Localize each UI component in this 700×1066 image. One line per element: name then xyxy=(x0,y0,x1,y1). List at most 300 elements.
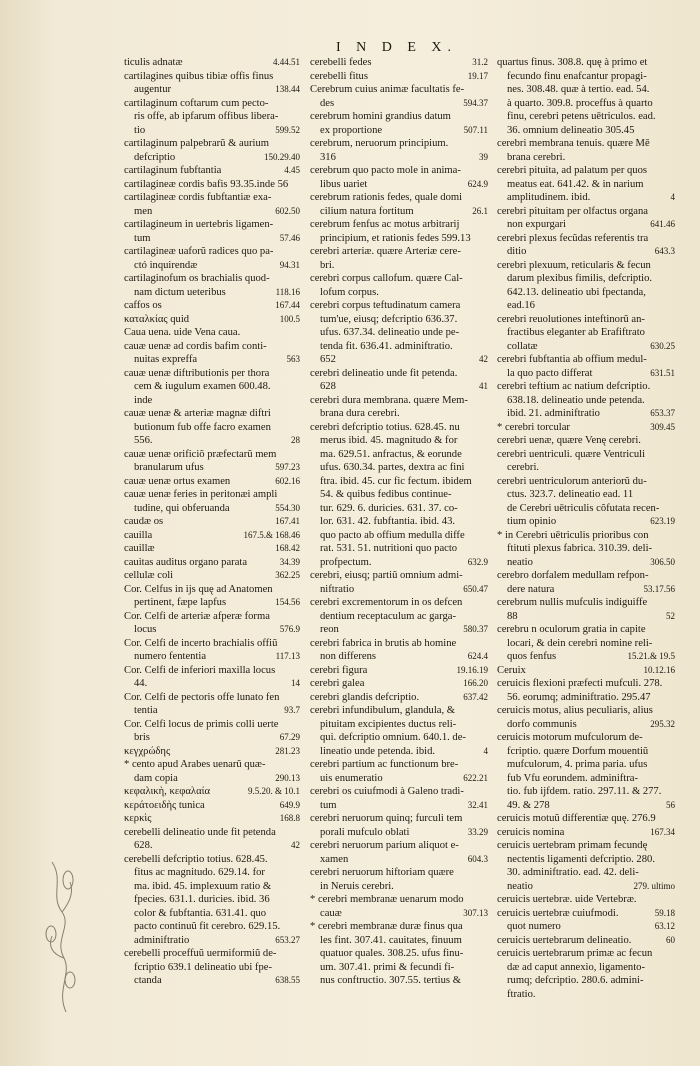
index-entry-line xyxy=(497,691,675,705)
index-entry-line xyxy=(310,934,488,948)
index-entry-line xyxy=(497,610,675,624)
index-entry-reference: 637.42 xyxy=(463,691,488,702)
index-entry-text: ceruicis motuũ differentiæ quę. 276.9 xyxy=(497,813,656,824)
index-entry-text: Cor. Celfi locus de primis colli uerte xyxy=(124,718,279,730)
index-entry-line xyxy=(497,272,675,286)
index-entry-reference: 168.8 xyxy=(279,813,300,823)
index-entry-line xyxy=(497,367,675,381)
index-entry-line xyxy=(497,664,675,678)
index-entry-line xyxy=(497,920,675,934)
index-entry-text: cerebri neruorum hiftoriam quære xyxy=(310,867,454,878)
index-entry-text: fitus ac magnitudo. 629.14. for xyxy=(134,867,265,878)
index-entry-text: cerebri excrementorum in os defcen xyxy=(310,597,463,608)
index-entry-text: ctó inquirendæ xyxy=(134,259,198,271)
index-entry-line xyxy=(497,502,675,516)
index-entry-reference: 507.11 xyxy=(463,124,488,135)
index-entry-text: tum xyxy=(320,799,337,811)
index-entry-reference: 57.46 xyxy=(279,232,300,243)
index-entry-text: cauitas auditus organo parata xyxy=(124,556,248,568)
index-entry-line xyxy=(124,907,300,921)
index-entry-reference: 641.46 xyxy=(650,219,675,229)
index-entry-line xyxy=(497,623,675,637)
index-entry-line xyxy=(124,191,300,205)
index-entry-text: les fint. 307.41. cauitates, finuum xyxy=(320,934,462,946)
index-entry-reference: 623.19 xyxy=(650,516,675,526)
index-entry-line xyxy=(497,542,675,556)
index-entry-reference: 31.2 xyxy=(472,57,488,67)
index-entry-text: cauæ uenæ diftributionis per thora xyxy=(124,367,270,379)
index-entry-text: cerebri neruorum parium aliquot e- xyxy=(310,840,459,851)
index-entry-text: cartilagineæ cordis fubftantiæ exa- xyxy=(124,192,272,203)
index-entry-reference: 599.52 xyxy=(275,124,300,135)
index-entry-line xyxy=(124,97,300,111)
index-entry-text: Cerebrum cuius animæ facultatis fe- xyxy=(310,84,465,95)
index-entry-reference: 60 xyxy=(666,934,675,945)
index-entry-line xyxy=(497,70,675,84)
index-entry-text: ceruicis uertebræ. uide Vertebræ. xyxy=(497,894,637,905)
index-entry-text: cerebri arteriæ. quære Arteriæ cere- xyxy=(310,246,461,257)
index-entry-text: cartilaginum fubftantia xyxy=(124,165,222,176)
index-entry-line xyxy=(497,164,675,178)
index-entry-reference: 290.13 xyxy=(275,772,300,783)
index-entry-reference: 594.37 xyxy=(463,97,488,108)
index-entry-reference: 281.23 xyxy=(275,745,300,756)
index-entry-reference: 279. ultimo xyxy=(633,880,675,891)
index-entry-text: nes. 308.48. quæ à tertio. ead. 54. xyxy=(507,84,650,95)
index-entry-line xyxy=(124,664,300,678)
index-entry-text: ceruicis uertebram primam fecundę xyxy=(497,840,648,851)
index-entry-reference: 63.12 xyxy=(654,921,675,931)
index-entry-text: cerebri uenæ, quære Venę cerebri. xyxy=(497,435,641,446)
index-entry-text: cerebri delineatio unde fit petenda. xyxy=(310,367,458,379)
index-entry-text: profpectum. xyxy=(320,556,372,568)
index-entry-reference: 28 xyxy=(291,435,300,445)
index-entry-text: ex proportione xyxy=(320,124,383,136)
index-entry-line xyxy=(310,367,488,381)
index-entry-line xyxy=(124,83,300,97)
index-entry-reference: 67.29 xyxy=(279,732,300,742)
index-entry-text: ufus. 630.34. partes, dextra ac fini xyxy=(320,462,465,473)
index-entry-text: dentium receptaculum ac garga- xyxy=(320,610,456,622)
index-entry-line xyxy=(310,110,488,124)
index-entry-text: nuitas expreffa xyxy=(134,354,198,365)
index-entry-text: cerebri figura xyxy=(310,664,368,676)
index-entry-reference: 42 xyxy=(479,354,488,364)
index-entry-text: cem & iugulum examen 600.48. xyxy=(134,381,271,392)
index-entry-line xyxy=(124,407,300,421)
index-entry-text: ma. 629.51. anfractus, & eorunde xyxy=(320,448,462,460)
index-entry-text: color & fubftantia. 631.41. quo xyxy=(134,907,267,919)
index-entry-text: cerebro dorfalem medullam refpon- xyxy=(497,570,649,581)
index-entry-text: Caua uena. uide Vena caua. xyxy=(124,327,241,338)
index-entry-line xyxy=(124,826,300,840)
index-entry-reference: 650.47 xyxy=(463,583,488,594)
index-entry-reference: 41 xyxy=(479,381,488,391)
index-entry-text: ceruicis uertebræ cuiufmodi. xyxy=(497,907,619,919)
index-entry-line xyxy=(124,421,300,435)
index-entry-line xyxy=(310,434,488,448)
index-entry-text: locus xyxy=(134,624,157,635)
index-column-1 xyxy=(124,56,300,988)
index-entry-line xyxy=(310,259,488,273)
index-entry-text: κεράτοειδὴς tunica xyxy=(124,799,205,811)
index-entry-line xyxy=(310,650,488,664)
index-entry-reference: 580.37 xyxy=(463,624,488,634)
index-entry-text: ceruicis uertebrarum delineatio. xyxy=(497,934,632,946)
index-entry-reference: 100.5 xyxy=(279,313,300,324)
index-entry-text: ctanda xyxy=(134,975,162,986)
index-entry-reference: 52 xyxy=(666,610,675,621)
index-entry-text: cerebri galea xyxy=(310,678,365,689)
index-entry-line xyxy=(310,974,488,988)
index-entry-text: bri. xyxy=(320,259,335,271)
index-entry-reference: 307.13 xyxy=(463,907,488,918)
index-entry-text: cartilaginum coftarum cum pecto- xyxy=(124,97,269,109)
index-entry-text: cellulæ coli xyxy=(124,570,174,581)
index-entry-text: nectentis ligamenti defcriptio. 280. xyxy=(507,853,655,865)
index-entry-text: 56. eorumq; adminiftratio. 295.47 xyxy=(507,691,651,703)
index-entry-line xyxy=(497,718,675,732)
index-entry-text: κεγχρώδης xyxy=(124,745,171,757)
index-entry-reference: 32.41 xyxy=(467,799,488,810)
index-entry-line xyxy=(310,124,488,138)
index-entry-line xyxy=(310,745,488,759)
index-entry-line xyxy=(497,205,675,219)
index-entry-line xyxy=(497,745,675,759)
index-entry-line xyxy=(310,340,488,354)
index-entry-text: 642.13. delineatio ubi fpectanda, xyxy=(507,286,646,298)
index-entry-line xyxy=(124,542,300,556)
index-entry-text: cartilagines quibus tibiæ offis finus xyxy=(124,70,274,82)
index-entry-text: defcriptio xyxy=(134,151,176,163)
index-entry-text: cauilla xyxy=(124,529,153,541)
index-entry-line xyxy=(310,272,488,286)
index-entry-text: dere natura xyxy=(507,583,555,595)
index-entry-text: cerebri, eiusq; partiũ omnium admi- xyxy=(310,570,463,581)
index-entry-line xyxy=(310,596,488,610)
index-entry-text: uis enumeratio xyxy=(320,772,383,784)
index-entry-line xyxy=(497,812,675,826)
index-entry-reference: 653.37 xyxy=(650,408,675,418)
index-entry-reference: 602.16 xyxy=(275,475,300,486)
index-entry-reference: 4 xyxy=(670,192,675,202)
index-entry-line xyxy=(124,245,300,259)
index-entry-line xyxy=(497,731,675,745)
index-column-2 xyxy=(310,56,488,988)
index-entry-line xyxy=(497,893,675,907)
index-entry-text: tium opinio xyxy=(507,516,557,527)
index-entry-text: pituitam excipientes ductus reli- xyxy=(320,718,457,730)
index-entry-text: κεφαλικὴ, κεφαλαία xyxy=(124,786,211,797)
index-entry-text: cauæ uenæ & arteriæ magnæ diftri xyxy=(124,408,271,419)
index-entry-line xyxy=(310,785,488,799)
index-entry-reference: 604.3 xyxy=(467,853,488,864)
index-entry-text: fcriptio. quære Dorfum mouentiũ xyxy=(507,745,649,757)
index-entry-text: pertinent, fæpe lapfus xyxy=(134,597,227,608)
index-entry-text: principium, et rationis fedes 599.13 xyxy=(320,232,471,244)
index-entry-text: 30. adminiftratio. ead. 42. deli- xyxy=(507,867,639,878)
index-entry-reference: 622.21 xyxy=(463,772,488,783)
index-entry-text: ead.16 xyxy=(507,300,535,311)
index-entry-text: cerebrum nullis mufculis indiguiffe xyxy=(497,597,648,608)
index-entry-text: pacto continuũ fit cerebro. 629.15. xyxy=(134,921,281,932)
index-entry-reference: 602.50 xyxy=(275,205,300,216)
index-entry-text: ceruicis flexioni præfecti mufculi. 278. xyxy=(497,678,663,689)
index-entry-text: cartilagineum in uertebris ligamen- xyxy=(124,219,274,230)
index-entry-line xyxy=(124,299,300,313)
index-entry-text: cerebru n oculorum gratia in capite xyxy=(497,624,646,635)
index-entry-line xyxy=(124,394,300,408)
index-entry-text: cerebri membrana tenuis. quære Mē xyxy=(497,138,650,149)
index-entry-line xyxy=(497,245,675,259)
index-entry-line xyxy=(497,961,675,975)
index-entry-text: lineatio unde petenda. ibid. xyxy=(320,745,436,757)
index-entry-line xyxy=(124,434,300,448)
index-entry-text: cerebri corpus callofum. quære Cal- xyxy=(310,273,463,284)
index-entry-line xyxy=(310,178,488,192)
index-entry-line xyxy=(310,353,488,367)
index-entry-line xyxy=(124,529,300,543)
index-entry-line xyxy=(310,245,488,259)
index-entry-line xyxy=(310,448,488,462)
index-entry-text: cerebri teftium ac natium defcriptio. xyxy=(497,381,651,392)
index-entry-text: ticulis adnatæ xyxy=(124,57,183,68)
index-entry-line xyxy=(310,137,488,151)
index-entry-line xyxy=(497,151,675,165)
index-entry-line xyxy=(310,583,488,597)
index-entry-text: * in Cerebri uētriculis prioribus con xyxy=(497,529,649,541)
index-entry-line xyxy=(497,218,675,232)
index-entry-reference: 59.18 xyxy=(654,907,675,918)
index-entry-text: adminiftratio xyxy=(134,934,190,946)
index-entry-line xyxy=(310,880,488,894)
index-entry-line xyxy=(310,515,488,529)
index-entry-reference: 597.23 xyxy=(275,462,300,472)
index-entry-line xyxy=(497,488,675,502)
index-entry-reference: 34.39 xyxy=(279,556,300,567)
index-entry-line xyxy=(310,151,488,165)
index-entry-line xyxy=(497,340,675,354)
index-entry-text: cerebri plexus fecũdas referentis tra xyxy=(497,232,649,244)
index-entry-reference: 554.30 xyxy=(275,502,300,513)
index-entry-text: cerebri dura membrana. quære Mem- xyxy=(310,394,468,406)
index-entry-text: dorfo communis xyxy=(507,718,577,730)
index-entry-text: quos fenfus xyxy=(507,651,557,662)
index-entry-line xyxy=(124,961,300,975)
index-entry-text: branularum ufus xyxy=(134,462,204,473)
index-entry-reference: 19.16.19 xyxy=(456,664,488,675)
index-entry-reference: 10.12.16 xyxy=(643,664,675,675)
index-entry-line xyxy=(310,70,488,84)
index-entry-text: κερκὶς xyxy=(124,813,152,824)
index-entry-text: 652 xyxy=(320,354,336,365)
index-entry-line xyxy=(497,259,675,273)
index-entry-line xyxy=(310,961,488,975)
index-entry-line xyxy=(310,556,488,570)
index-entry-text: men xyxy=(134,205,153,217)
index-entry-line xyxy=(497,124,675,138)
index-entry-reference: 4 xyxy=(483,745,488,756)
index-entry-line xyxy=(124,164,300,178)
index-entry-line xyxy=(124,515,300,529)
index-entry-text: augentur xyxy=(134,84,172,95)
index-entry-text: libus uariet xyxy=(320,178,368,190)
index-entry-text: cauæ uenæ ad cordis bafim conti- xyxy=(124,340,267,352)
index-entry-text: cerebri plexuum, reticularis & fecun xyxy=(497,259,651,271)
index-entry-line xyxy=(497,934,675,948)
index-entry-line xyxy=(310,218,488,232)
index-entry-line xyxy=(497,286,675,300)
index-entry-text: inde xyxy=(134,394,153,406)
index-entry-text: dam copia xyxy=(134,772,178,784)
index-entry-line xyxy=(124,772,300,786)
index-entry-line xyxy=(497,880,675,894)
index-entry-line xyxy=(310,205,488,219)
index-entry-text: meatus eat. 641.42. & in narium xyxy=(507,178,644,190)
index-entry-line xyxy=(497,475,675,489)
index-entry-text: ris offe, ab ipfarum offibus libera- xyxy=(134,111,279,122)
index-entry-line xyxy=(497,569,675,583)
index-entry-text: de Cerebri uētriculis cõfutata recen- xyxy=(507,502,660,514)
index-entry-reference: 563 xyxy=(286,354,300,364)
index-entry-text: brana dura cerebri. xyxy=(320,408,400,419)
index-entry-line xyxy=(310,704,488,718)
index-entry-line xyxy=(124,745,300,759)
index-entry-line xyxy=(310,799,488,813)
index-entry-text: mufculorum, 4. prima paria. ufus xyxy=(507,759,648,770)
index-entry-text: cerebrum, neruorum principium. xyxy=(310,138,449,149)
index-entry-text: quo pacto ab offium medulla diffe xyxy=(320,529,465,541)
index-entry-text: cerebri infundibulum, glandula, & xyxy=(310,705,456,716)
index-entry-line xyxy=(124,947,300,961)
index-entry-reference: 4.44.51 xyxy=(273,57,300,67)
index-entry-line xyxy=(310,488,488,502)
index-entry-text: * cerebri membranæ duræ finus qua xyxy=(310,921,463,932)
index-entry-text: cerebri reuolutiones inteftinorũ an- xyxy=(497,313,645,325)
index-entry-line xyxy=(124,650,300,664)
index-entry-line xyxy=(310,772,488,786)
index-entry-text: ibid. 21. adminiftratio xyxy=(507,408,600,419)
index-entry-text: tio xyxy=(134,124,146,136)
index-entry-text: locari, & dein cerebri nomine reli- xyxy=(507,637,653,649)
index-entry-reference: 118.16 xyxy=(275,286,300,297)
index-entry-reference: 166.20 xyxy=(463,678,488,688)
index-entry-text: neatio xyxy=(507,556,533,568)
index-entry-text: cerebri. xyxy=(507,462,540,473)
index-entry-line xyxy=(124,488,300,502)
index-entry-text: porali mufculo oblati xyxy=(320,826,410,838)
index-entry-line xyxy=(124,218,300,232)
index-entry-reference: 624.9 xyxy=(467,178,488,189)
index-entry-line xyxy=(124,785,300,799)
index-entry-text: ftra. ibid. 45. cur fic fectum. ibidem xyxy=(320,475,472,487)
index-entry-text: cartilaginofum os brachialis quod- xyxy=(124,273,270,284)
index-entry-line xyxy=(497,326,675,340)
index-entry-text: xamen xyxy=(320,853,349,865)
index-entry-text: cerebelli proceffuũ uermiformiũ de- xyxy=(124,948,277,959)
index-entry-text: cerebrum homini grandius datum xyxy=(310,111,451,122)
index-entry-reference: 167.41 xyxy=(275,516,300,526)
index-entry-reference: 93.7 xyxy=(284,705,300,715)
index-entry-text: tudine, qui obferuanda xyxy=(134,502,230,514)
index-entry-line xyxy=(497,907,675,921)
index-entry-text: cerebri neruorum quinq; furculi tem xyxy=(310,813,463,824)
index-entry-text: tio. fub ijfdem. ratio. 297.11. & 277. xyxy=(507,786,662,797)
index-entry-line xyxy=(124,853,300,867)
index-entry-line xyxy=(310,718,488,732)
index-entry-text: cauæ xyxy=(320,907,342,919)
index-entry-line xyxy=(497,448,675,462)
index-entry-text: Cor. Celfi de inferiori maxilla locus xyxy=(124,664,276,676)
index-entry-text: ceruicis motus, alius peculiaris, alius xyxy=(497,705,653,716)
index-entry-text: 628 xyxy=(320,381,336,392)
index-entry-reference: 150.29.40 xyxy=(264,151,300,162)
index-entry-line xyxy=(124,461,300,475)
index-entry-line xyxy=(124,880,300,894)
index-entry-reference: 33.29 xyxy=(467,826,488,837)
index-entry-line xyxy=(497,826,675,840)
index-entry-reference: 653.27 xyxy=(275,934,300,945)
index-entry-text: cerebelli fitus xyxy=(310,70,368,82)
index-entry-text: quatuor quales. 308.25. ufus finu- xyxy=(320,948,464,959)
index-entry-text: tum xyxy=(134,232,151,244)
index-entry-reference: 624.4 xyxy=(467,651,488,661)
index-entry-line xyxy=(124,380,300,394)
index-entry-text: à quarto. 309.8. proceffus à quarto xyxy=(507,97,653,109)
index-entry-text: * cerebri torcular xyxy=(497,421,570,433)
index-entry-line xyxy=(124,569,300,583)
index-entry-text: tum'ue, eiusq; defcriptio 636.37. xyxy=(320,313,458,325)
index-entry-line xyxy=(310,569,488,583)
index-entry-line xyxy=(497,97,675,111)
index-entry-line xyxy=(497,704,675,718)
index-entry-line xyxy=(124,448,300,462)
index-entry-line xyxy=(124,610,300,624)
index-entry-line xyxy=(310,461,488,475)
index-entry-text: fecundo finu enafcantur propagi- xyxy=(507,70,647,82)
index-entry-text: non differens xyxy=(320,651,376,662)
index-entry-text: cauillæ xyxy=(124,543,155,554)
index-entry-line xyxy=(124,326,300,340)
index-entry-text: quot numero xyxy=(507,921,561,932)
index-entry-text: tentia xyxy=(134,705,158,716)
index-entry-text: butionum fub offe facro examen xyxy=(134,421,271,433)
index-entry-reference: 42 xyxy=(291,840,300,850)
index-entry-line xyxy=(124,367,300,381)
index-entry-line xyxy=(497,313,675,327)
index-entry-text: cilium natura fortitum xyxy=(320,205,414,217)
index-entry-line xyxy=(497,394,675,408)
index-entry-line xyxy=(124,151,300,165)
index-entry-line xyxy=(124,205,300,219)
index-entry-line xyxy=(497,583,675,597)
index-entry-line xyxy=(310,232,488,246)
index-entry-text: fub Vfu eorundem. adminiftra- xyxy=(507,772,639,784)
index-entry-line xyxy=(497,434,675,448)
index-entry-text: reon xyxy=(320,624,339,635)
index-entry-line xyxy=(310,394,488,408)
index-entry-line xyxy=(124,353,300,367)
index-entry-line xyxy=(310,56,488,70)
index-entry-reference: 649.9 xyxy=(279,799,300,810)
index-entry-line xyxy=(497,785,675,799)
index-entry-line xyxy=(497,529,675,543)
index-entry-line xyxy=(124,583,300,597)
index-entry-line xyxy=(497,758,675,772)
index-entry-reference: 167.5.& 168.46 xyxy=(243,529,300,540)
index-column-3 xyxy=(497,56,675,1001)
index-entry-text: rumq; defcriptio. 280.6. admini- xyxy=(507,975,644,986)
